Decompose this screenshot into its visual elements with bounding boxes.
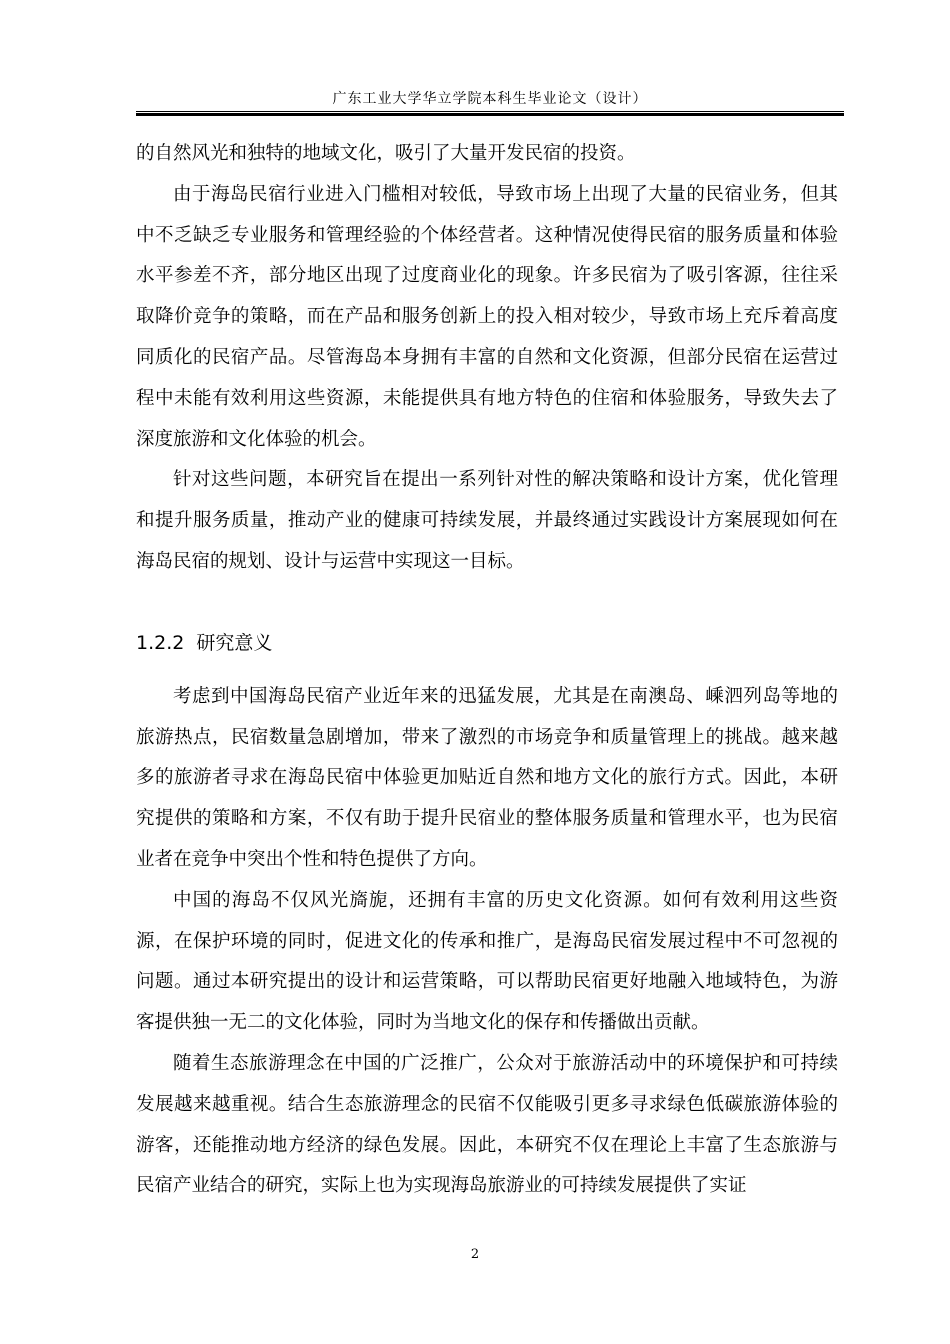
paragraph: 针对这些问题，本研究旨在提出一系列针对性的解决策略和设计方案，优化管理和提升服务质量，推动产业的健康可持续发展，并最终通过实践设计方案展现如何在海岛民宿的规划、设计与运营中实现这一目标。 bbox=[136, 469, 838, 572]
section-title: 研究意义 bbox=[196, 631, 273, 654]
paragraph: 随着生态旅游理念在中国的广泛推广，公众对于旅游活动中的环境保护和可持续发展越来越重视。结合生态旅游理念的民宿不仅能吸引更多寻求绿色低碳旅游体验的游客，还能推动地方经济的绿色发展。因此，本研究不仅在理论上丰富了生态旅游与民宿产业结合的研究，实际上也为实现海岛旅游业的可持续发展提供了实证 bbox=[136, 1052, 838, 1197]
section-number: 1.2.2 bbox=[136, 631, 185, 654]
paragraph: 由于海岛民宿行业进入门槛相对较低，导致市场上出现了大量的民宿业务，但其中不乏缺乏专业服务和管理经验的个体经营者。这种情况使得民宿的服务质量和体验水平参差不齐，部分地区出现了过度商业化的现象。许多民宿为了吸引客源，往往采取降价竞争的策略，而在产品和服务创新上的投入相对较少，导致市场上充斥着高度同质化的民宿产品。尽管海岛本身拥有丰富的自然和文化资源，但部分民宿在运营过程中未能有效利用这些资源，未能提供具有地方特色的住宿和体验服务，导致失去了深度旅游和文化体验的机会。 bbox=[136, 183, 838, 450]
section-heading bbox=[136, 623, 838, 663]
page-number: 2 bbox=[470, 1247, 480, 1262]
header-rule bbox=[136, 111, 844, 116]
paragraph-continued: 的自然风光和独特的地域文化，吸引了大量开发民宿的投资。 bbox=[136, 143, 636, 164]
paragraph: 中国的海岛不仅风光旖旎，还拥有丰富的历史文化资源。如何有效利用这些资源，在保护环境的同时，促进文化的传承和推广，是海岛民宿发展过程中不可忽视的问题。通过本研究提出的设计和运营策略，可以帮助民宿更好地融入地域特色，为游客提供独一无二的文化体验，同时为当地文化的保存和传播做出贡献。 bbox=[136, 889, 838, 1034]
page-body bbox=[136, 134, 838, 1207]
page-header: 广东工业大学华立学院本科生毕业论文（设计） bbox=[332, 91, 648, 107]
paragraph: 考虑到中国海岛民宿产业近年来的迅猛发展，尤其是在南澳岛、嵊泗列岛等地的旅游热点，民宿数量急剧增加，带来了激烈的市场竞争和质量管理上的挑战。越来越多的旅游者寻求在海岛民宿中体验更加贴近自然和地方文化的旅行方式。因此，本研究提供的策略和方案，不仅有助于提升民宿业的整体服务质量和管理水平，也为民宿业者在竞争中突出个性和特色提供了方向。 bbox=[136, 685, 838, 870]
